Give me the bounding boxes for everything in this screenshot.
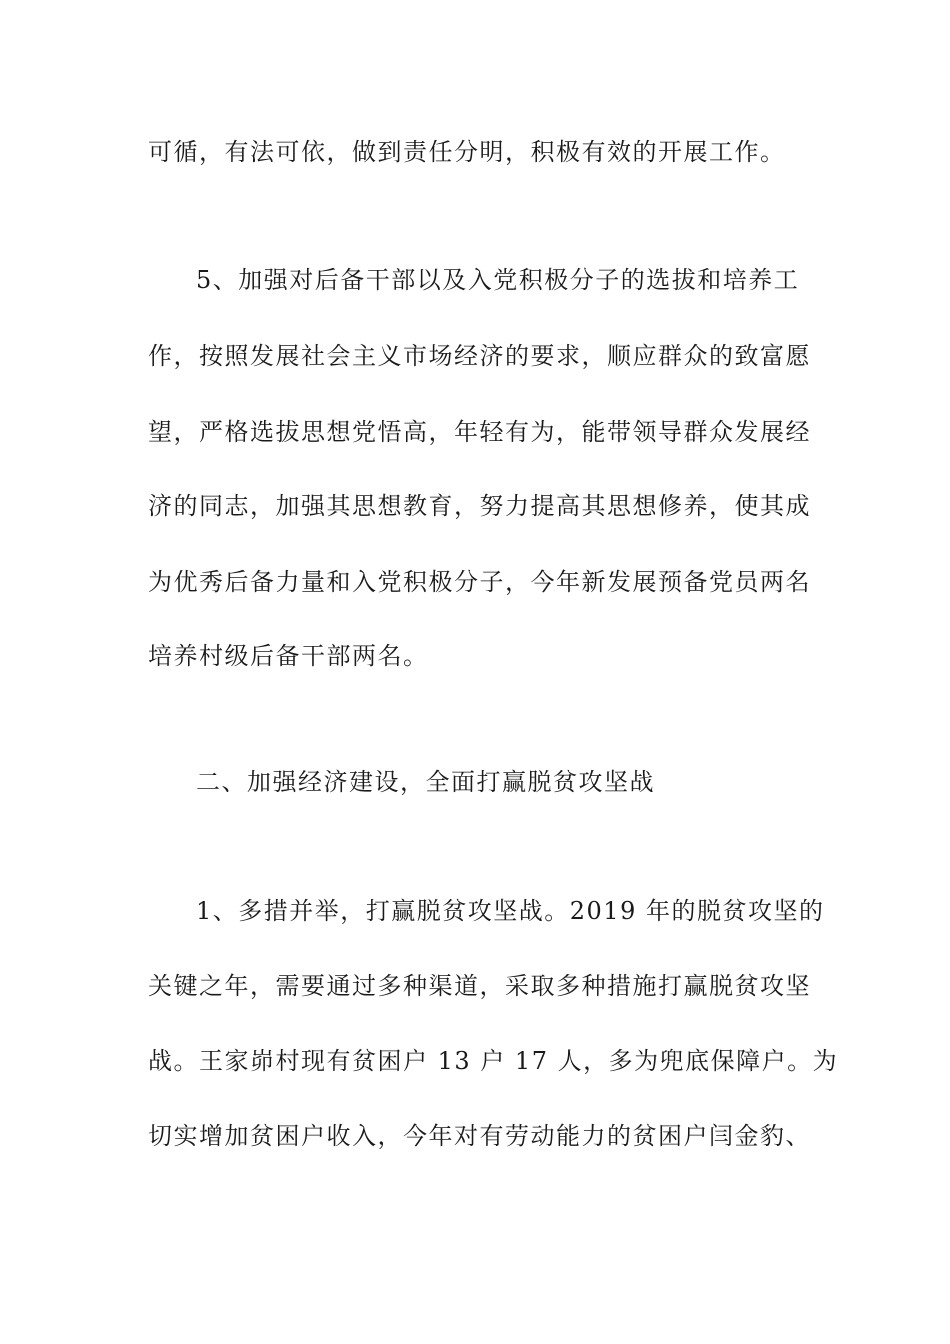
paragraph-line: 关键之年，需要通过多种渠道，采取多种措施打赢脱贫攻坚 bbox=[148, 972, 811, 1000]
paragraph-line: 1、多措并举，打赢脱贫攻坚战。2019 年的脱贫攻坚的 bbox=[196, 897, 825, 925]
paragraph-line: 可循，有法可依，做到责任分明，积极有效的开展工作。 bbox=[148, 138, 786, 166]
paragraph-line: 望，严格选拔思想党悟高，年轻有为，能带领导群众发展经 bbox=[148, 418, 811, 446]
paragraph-line: 作，按照发展社会主义市场经济的要求，顺应群众的致富愿 bbox=[148, 342, 811, 370]
paragraph-line: 济的同志，加强其思想教育，努力提高其思想修养，使其成 bbox=[148, 492, 811, 520]
section-heading: 二、加强经济建设，全面打赢脱贫攻坚战 bbox=[196, 768, 655, 796]
paragraph-line: 5、加强对后备干部以及入党积极分子的选拔和培养工 bbox=[196, 266, 800, 294]
paragraph-line: 为优秀后备力量和入党积极分子，今年新发展预备党员两名 bbox=[148, 568, 811, 596]
paragraph-line: 战。王家峁村现有贫困户 13 户 17 人，多为兜底保障户。为 bbox=[148, 1047, 839, 1075]
paragraph-line: 切实增加贫困户收入，今年对有劳动能力的贫困户闫金豹、 bbox=[148, 1122, 811, 1150]
paragraph-line: 培养村级后备干部两名。 bbox=[148, 642, 429, 670]
